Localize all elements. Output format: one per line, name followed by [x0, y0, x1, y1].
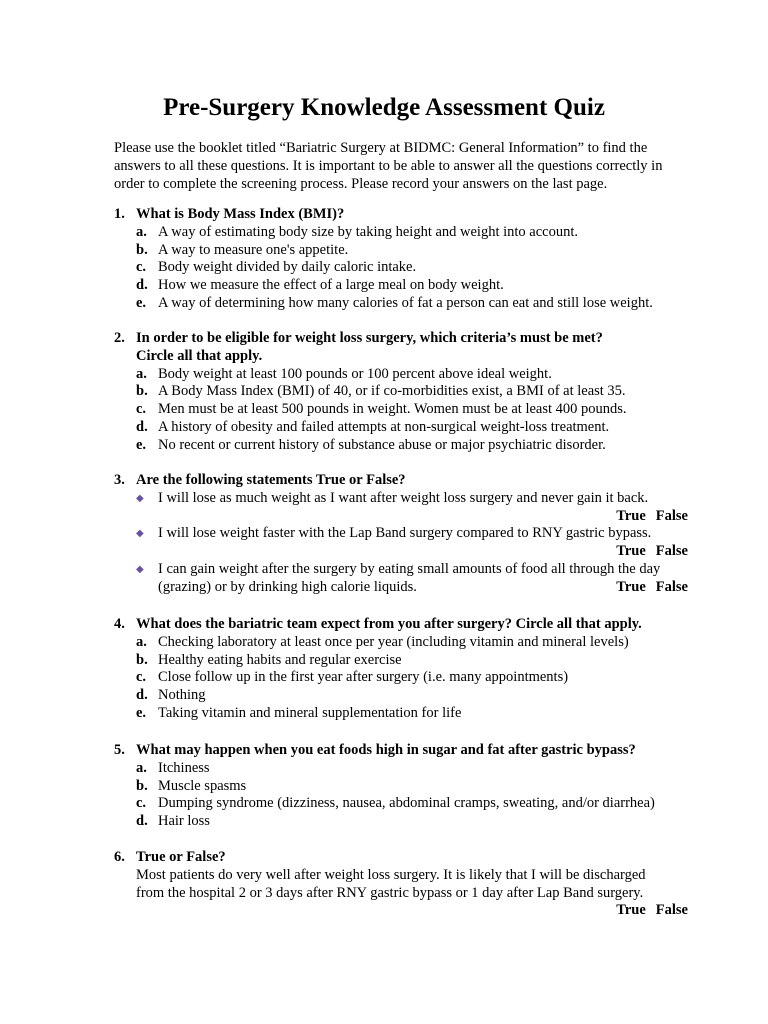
- true-false-choice: [114, 543, 694, 561]
- option-text: A way of estimating body size by taking height and weight into account.: [158, 223, 579, 240]
- question-line: In order to be eligible for weight loss surgery, which criteria’s must be met?: [136, 330, 603, 346]
- option-letter: a.: [136, 365, 147, 382]
- question-text: [136, 330, 603, 366]
- option-letter: e.: [136, 704, 147, 721]
- answer-option[interactable]: [114, 652, 694, 670]
- option-text: Checking laboratory at least once per year (including vitamin and mineral levels): [158, 633, 629, 650]
- option-letter: b.: [136, 777, 148, 794]
- question-text: [136, 206, 344, 224]
- answer-option[interactable]: [114, 687, 694, 705]
- false-option[interactable]: False: [655, 507, 688, 524]
- bullet-icon: ◆: [136, 492, 144, 504]
- question-2: [114, 330, 694, 455]
- option-letter: a.: [136, 633, 147, 650]
- false-option[interactable]: False: [655, 578, 688, 595]
- question-number: 6.: [114, 849, 125, 865]
- question-heading: [114, 742, 694, 760]
- option-text: Close follow up in the first year after surgery (i.e. many appointments): [158, 669, 569, 686]
- option-letter: e.: [136, 436, 147, 453]
- question-heading: [114, 616, 694, 634]
- option-text: Body weight at least 100 pounds or 100 percent above ideal weight.: [158, 365, 552, 382]
- option-text: Men must be at least 500 pounds in weight. Women must be at least 400 pounds.: [158, 401, 627, 418]
- option-letter: b.: [136, 383, 148, 400]
- question-1: [114, 206, 694, 313]
- option-text: A Body Mass Index (BMI) of 40, or if co-morbidities exist, a BMI of at least 35.: [158, 383, 626, 400]
- question-text: [136, 849, 226, 867]
- option-text: How we measure the effect of a large meal on body weight.: [158, 277, 504, 294]
- answer-option[interactable]: [114, 634, 694, 652]
- option-text: Hair loss: [158, 813, 210, 830]
- answer-option[interactable]: [114, 813, 694, 831]
- statement-text: I will lose weight faster with the Lap Band surgery compared to RNY gastric bypass.: [158, 525, 652, 542]
- statement-continuation-row: [114, 579, 694, 597]
- statement-text: Most patients do very well after weight loss surgery. It is likely that I will be discharged: [136, 866, 646, 883]
- bullet-icon: ◆: [136, 563, 144, 575]
- statement-text: I can gain weight after the surgery by eating small amounts of food all through the day: [158, 560, 661, 577]
- option-letter: a.: [136, 759, 147, 776]
- option-letter: b.: [136, 241, 148, 258]
- question-number: 2.: [114, 330, 125, 346]
- true-false-choice: [114, 508, 694, 526]
- option-text: A way of determining how many calories of fat a person can eat and still lose weight.: [158, 294, 653, 311]
- answer-option[interactable]: [114, 705, 694, 723]
- option-letter: d.: [136, 687, 148, 704]
- question-line: True or False?: [136, 849, 226, 865]
- statement-item: [114, 525, 694, 543]
- answer-option[interactable]: [114, 383, 694, 401]
- answer-option[interactable]: [114, 760, 694, 778]
- statement-text: I will lose as much weight as I want after weight loss surgery and never gain it back.: [158, 489, 649, 506]
- true-option[interactable]: True: [616, 507, 646, 524]
- question-3: [114, 472, 694, 597]
- true-option[interactable]: True: [616, 902, 646, 919]
- option-text: Dumping syndrome (dizziness, nausea, abdominal cramps, sweating, and/or diarrhea): [158, 795, 655, 812]
- answer-option[interactable]: [114, 669, 694, 687]
- option-text: Body weight divided by daily caloric intake.: [158, 259, 417, 276]
- option-text: Nothing: [158, 687, 206, 704]
- false-option[interactable]: False: [655, 543, 688, 560]
- page-title: Pre-Surgery Knowledge Assessment Quiz: [163, 94, 605, 121]
- option-text: Healthy eating habits and regular exercise: [158, 651, 402, 668]
- intro-paragraph: [114, 140, 694, 193]
- statement-item: [114, 561, 694, 579]
- answer-option[interactable]: [114, 795, 694, 813]
- option-letter: c.: [136, 669, 147, 686]
- option-text: A history of obesity and failed attempts at non-surgical weight-loss treatment.: [158, 418, 610, 435]
- statement-text: (grazing) or by drinking high calorie liquids.: [158, 578, 417, 595]
- option-letter: d.: [136, 418, 148, 435]
- option-text: Itchiness: [158, 759, 210, 776]
- question-heading: [114, 849, 694, 867]
- question-heading: [114, 472, 694, 490]
- question-heading: [114, 330, 694, 366]
- question-number: 5.: [114, 742, 125, 758]
- intro-line: Please use the booklet titled “Bariatric Surgery at BIDMC: General Information” to find the: [114, 140, 648, 156]
- answer-option[interactable]: [114, 295, 694, 313]
- answer-option[interactable]: [114, 242, 694, 260]
- option-letter: d.: [136, 277, 148, 294]
- option-text: A way to measure one's appetite.: [158, 241, 349, 258]
- answer-option[interactable]: [114, 401, 694, 419]
- question-line: What is Body Mass Index (BMI)?: [136, 206, 345, 222]
- true-false-choice: [114, 902, 694, 920]
- answer-option[interactable]: [114, 259, 694, 277]
- answer-option[interactable]: [114, 437, 694, 455]
- question-4: [114, 616, 694, 723]
- question-6: [114, 849, 694, 920]
- true-option[interactable]: True: [616, 578, 646, 595]
- question-heading: [114, 206, 694, 224]
- option-letter: b.: [136, 651, 148, 668]
- question-line: Circle all that apply.: [136, 347, 263, 364]
- answer-option[interactable]: [114, 778, 694, 796]
- answer-option[interactable]: [114, 277, 694, 295]
- option-letter: c.: [136, 795, 147, 812]
- option-letter: d.: [136, 813, 148, 830]
- question-line: What does the bariatric team expect from you after surgery? Circle all that apply.: [136, 616, 642, 632]
- answer-option[interactable]: [114, 419, 694, 437]
- question-5: [114, 742, 694, 831]
- true-false-choice: [606, 579, 694, 597]
- answer-option[interactable]: [114, 366, 694, 384]
- option-letter: c.: [136, 259, 147, 276]
- intro-line: answers to all these questions. It is important to be able to answer all the questions correctly in: [114, 157, 663, 174]
- statement-item: [114, 490, 694, 508]
- option-letter: a.: [136, 223, 147, 240]
- false-option[interactable]: False: [655, 902, 688, 919]
- option-text: Muscle spasms: [158, 777, 247, 794]
- question-text: [136, 472, 406, 490]
- answer-option[interactable]: [114, 224, 694, 242]
- question-number: 3.: [114, 472, 125, 488]
- intro-line: order to complete the screening process. Please record your answers on the last page.: [114, 175, 608, 192]
- question-number: 4.: [114, 616, 125, 632]
- question-number: 1.: [114, 206, 125, 222]
- question-line: Are the following statements True or False?: [136, 472, 406, 488]
- option-text: Taking vitamin and mineral supplementation for life: [158, 704, 462, 721]
- option-letter: e.: [136, 294, 147, 311]
- question-text: [136, 742, 636, 760]
- true-option[interactable]: True: [616, 543, 646, 560]
- question-line: What may happen when you eat foods high in sugar and fat after gastric bypass?: [136, 742, 636, 758]
- option-letter: c.: [136, 401, 147, 418]
- statement-text: from the hospital 2 or 3 days after RNY gastric bypass or 1 day after Lap Band surgery.: [136, 884, 644, 901]
- option-text: No recent or current history of substance abuse or major psychiatric disorder.: [158, 436, 606, 453]
- bullet-icon: ◆: [136, 528, 144, 540]
- question-text: [136, 616, 642, 634]
